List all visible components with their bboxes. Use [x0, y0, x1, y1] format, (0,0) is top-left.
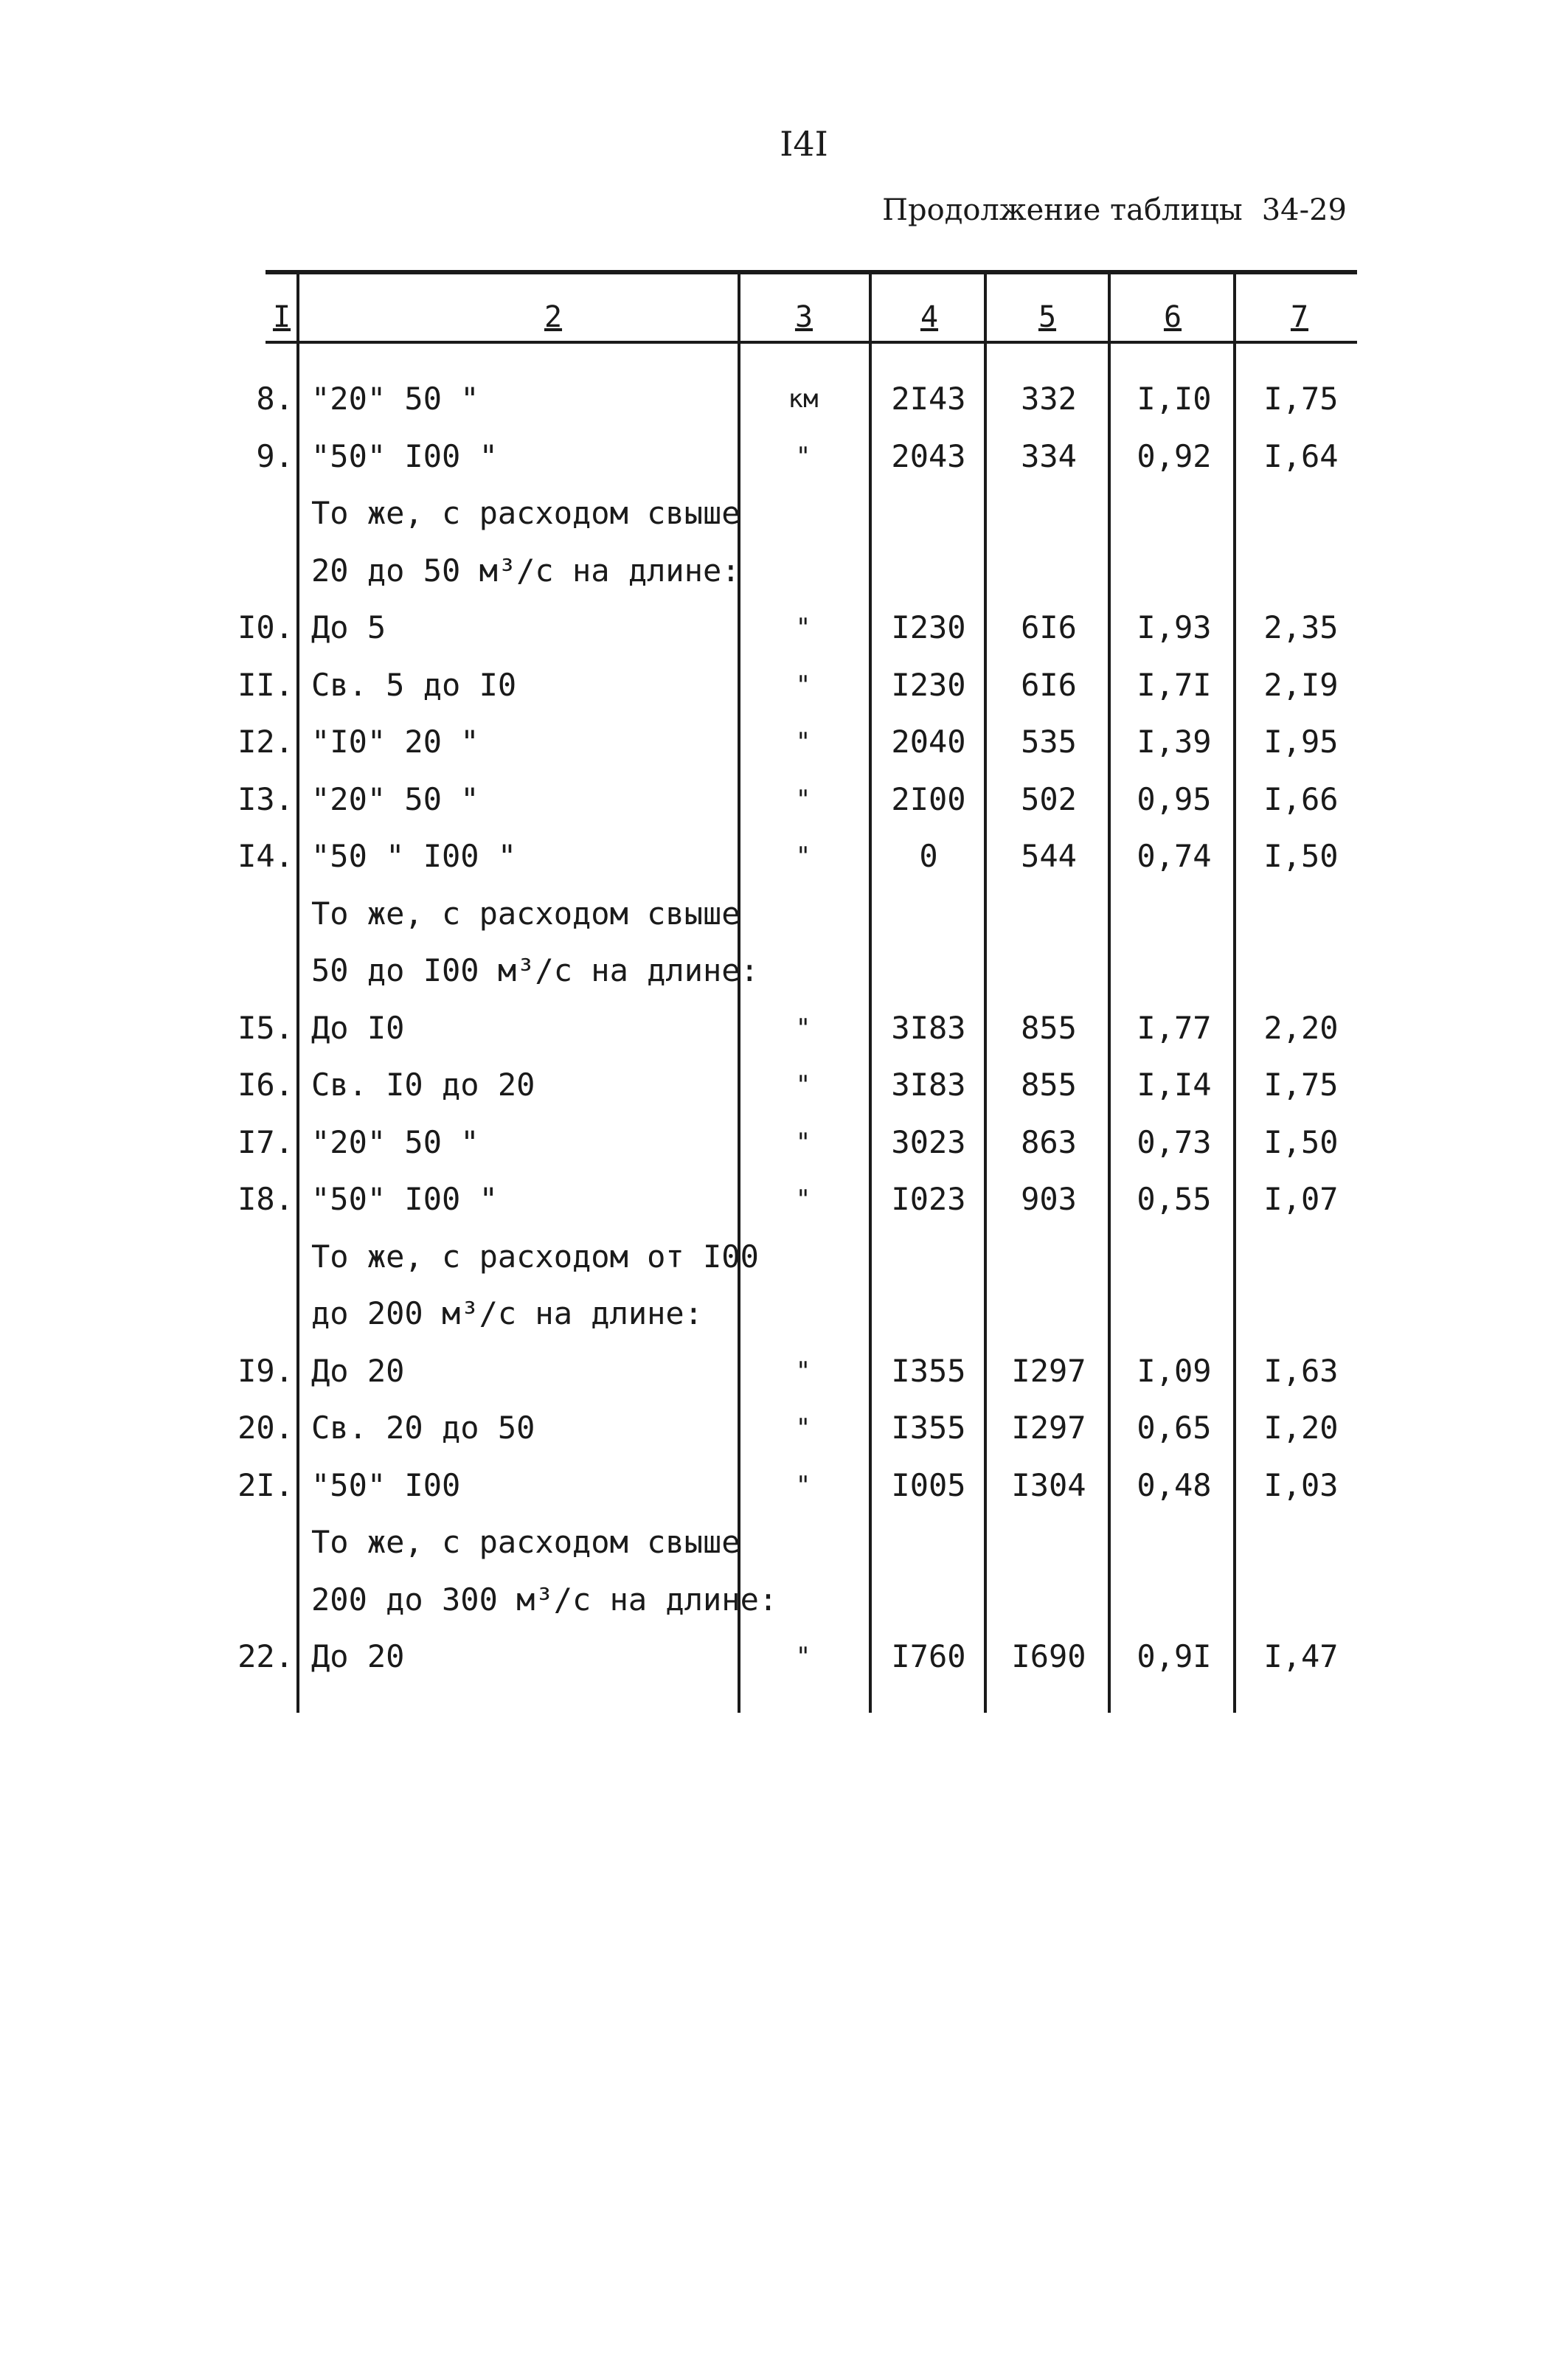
cell-unit: "	[795, 613, 811, 642]
cell-c4	[875, 488, 982, 539]
cell-c5: I304	[1011, 1466, 1086, 1503]
cell-unit: "	[795, 1413, 811, 1443]
cell-c5: I690	[1011, 1638, 1086, 1674]
cell-c7	[1242, 488, 1360, 539]
cell-c4: I005	[891, 1466, 966, 1503]
cell-c5: 6I6	[1021, 666, 1077, 703]
cell-c4: 0	[919, 838, 938, 874]
cell-c7	[1242, 545, 1360, 597]
cell-c7	[1242, 945, 1360, 997]
cell-no: I9.	[237, 1352, 294, 1389]
cell-no: I0.	[237, 609, 294, 645]
cell-c4: 3023	[891, 1123, 966, 1160]
cell-c6: I,I0	[1137, 381, 1212, 417]
cell-c7: I,07	[1263, 1181, 1339, 1217]
cell-c7: I,63	[1263, 1352, 1339, 1389]
cell-c5: 332	[1021, 381, 1077, 417]
cell-no	[235, 1517, 294, 1568]
cell-unit: "	[795, 842, 811, 871]
cell-c4	[875, 1231, 982, 1283]
cell-no: I2.	[237, 724, 294, 760]
cell-name: "50 " I00 "	[311, 838, 517, 874]
cell-no: 2I.	[237, 1466, 294, 1503]
cell-unit: "	[795, 1356, 811, 1386]
cell-name: Св. 20 до 50	[311, 1410, 535, 1446]
cell-c4: I230	[891, 609, 966, 645]
cell-no: I7.	[237, 1123, 294, 1160]
column-divider-3	[869, 274, 872, 1713]
cell-c6: 0,95	[1137, 780, 1212, 817]
cell-c4: 2040	[891, 724, 966, 760]
cell-c6	[1115, 888, 1233, 940]
cell-c5: 544	[1021, 838, 1077, 874]
cell-no: I3.	[237, 780, 294, 817]
cell-c4: 2I43	[891, 381, 966, 417]
cell-name: До 20	[311, 1352, 405, 1389]
cell-unit	[748, 488, 858, 539]
cell-name: "20" 50 "	[311, 1123, 479, 1160]
cell-c6	[1115, 488, 1233, 539]
cell-c4: 2I00	[891, 780, 966, 817]
header-cell-7: 7	[1290, 300, 1309, 334]
cell-no: I6.	[237, 1067, 294, 1103]
cell-c6: I,I4	[1137, 1067, 1212, 1103]
cell-c4	[875, 545, 982, 597]
cell-c5	[990, 1517, 1108, 1568]
cell-c7: I,75	[1263, 381, 1339, 417]
cell-unit: "	[795, 1013, 811, 1043]
cell-c6: I,93	[1137, 609, 1212, 645]
cell-unit	[748, 1231, 858, 1283]
cell-name: До I0	[311, 1009, 405, 1046]
cell-c5: I297	[1011, 1410, 1086, 1446]
cell-c7	[1242, 1231, 1360, 1283]
cell-c5: 6I6	[1021, 609, 1077, 645]
cell-c6: 0,55	[1137, 1181, 1212, 1217]
cell-unit: "	[795, 1070, 811, 1100]
cell-name: "20" 50 "	[311, 780, 479, 817]
cell-unit: "	[795, 1470, 811, 1500]
cell-c7: I,20	[1263, 1410, 1339, 1446]
cell-c5	[990, 888, 1108, 940]
cell-c6: I,39	[1137, 724, 1212, 760]
cell-c5	[990, 1574, 1108, 1626]
cell-c7: 2,20	[1263, 1009, 1339, 1046]
cell-c7: 2,I9	[1263, 666, 1339, 703]
cell-no	[235, 1288, 294, 1340]
cell-c4	[875, 1574, 982, 1626]
cell-name: 20 до 50 м³/с на длине:	[311, 552, 740, 589]
cell-no: I8.	[237, 1181, 294, 1217]
cell-unit: "	[795, 670, 811, 700]
cell-c6: 0,92	[1137, 437, 1212, 474]
cell-c6	[1115, 545, 1233, 597]
cell-c4: I023	[891, 1181, 966, 1217]
cell-name: 200 до 300 м³/с на длине:	[311, 1581, 778, 1618]
cell-no	[235, 1231, 294, 1283]
cell-c6: I,77	[1137, 1009, 1212, 1046]
cell-c6: 0,65	[1137, 1410, 1212, 1446]
cell-c7	[1242, 888, 1360, 940]
cell-c5: 334	[1021, 437, 1077, 474]
cell-c7: I,75	[1263, 1067, 1339, 1103]
cell-c4: 2043	[891, 437, 966, 474]
cell-c5: 855	[1021, 1067, 1077, 1103]
cell-name: До 20	[311, 1638, 405, 1674]
cell-no: 9.	[256, 437, 294, 474]
cell-unit: "	[795, 1642, 811, 1671]
cell-no: I5.	[237, 1009, 294, 1046]
cell-c6	[1115, 945, 1233, 997]
table-caption	[882, 193, 1347, 227]
cell-c5: 863	[1021, 1123, 1077, 1160]
cell-c4: I355	[891, 1410, 966, 1446]
cell-name: "50" I00	[311, 1466, 461, 1503]
cell-name: 50 до I00 м³/с на длине:	[311, 952, 759, 988]
cell-c6	[1115, 1517, 1233, 1568]
cell-no	[235, 945, 294, 997]
cell-c4	[875, 1288, 982, 1340]
cell-c7: I,03	[1263, 1466, 1339, 1503]
cell-unit	[748, 1288, 858, 1340]
cell-c4: I230	[891, 666, 966, 703]
cell-no	[235, 545, 294, 597]
cell-unit: "	[795, 727, 811, 757]
cell-unit	[748, 1574, 858, 1626]
cell-c6: 0,9I	[1137, 1638, 1212, 1674]
header-bottom-rule	[266, 341, 1357, 344]
cell-c7: I,95	[1263, 724, 1339, 760]
cell-name: То же, с расходом от I00	[311, 1238, 759, 1275]
cell-c7: I,50	[1263, 838, 1339, 874]
cell-no: II.	[237, 666, 294, 703]
cell-c6: 0,73	[1137, 1123, 1212, 1160]
header-cell-2: 2	[544, 300, 563, 334]
cell-c4	[875, 1517, 982, 1568]
cell-c5	[990, 1231, 1108, 1283]
cell-no: 8.	[256, 381, 294, 417]
cell-name: "50" I00 "	[311, 437, 498, 474]
cell-name: До 5	[311, 609, 386, 645]
column-divider-4	[984, 274, 987, 1713]
cell-unit	[748, 1517, 858, 1568]
cell-c7: I,47	[1263, 1638, 1339, 1674]
cell-c4	[875, 945, 982, 997]
cell-no: 22.	[237, 1638, 294, 1674]
cell-name: То же, с расходом свыше	[311, 495, 740, 531]
page-number: I4I	[780, 124, 828, 164]
header-cell-5: 5	[1038, 300, 1057, 334]
cell-c5: 535	[1021, 724, 1077, 760]
cell-c6: 0,48	[1137, 1466, 1212, 1503]
header-cell-4: 4	[920, 300, 939, 334]
cell-c7	[1242, 1574, 1360, 1626]
cell-c6: I,09	[1137, 1352, 1212, 1389]
cell-no: I4.	[237, 838, 294, 874]
cell-c4: 3I83	[891, 1009, 966, 1046]
cell-c7: 2,35	[1263, 609, 1339, 645]
cell-c5	[990, 488, 1108, 539]
cell-c4: I355	[891, 1352, 966, 1389]
cell-c5	[990, 545, 1108, 597]
cell-c6: I,7I	[1137, 666, 1212, 703]
header-cell-1: I	[272, 300, 291, 334]
cell-name: "20" 50 "	[311, 381, 479, 417]
cell-name: "50" I00 "	[311, 1181, 498, 1217]
cell-c5: 502	[1021, 780, 1077, 817]
column-divider-6	[1233, 274, 1236, 1713]
cell-unit: км	[788, 384, 819, 414]
cell-unit: "	[795, 1127, 811, 1157]
cell-name: То же, с расходом свыше	[311, 895, 740, 932]
cell-c4	[875, 888, 982, 940]
cell-name: Св. I0 до 20	[311, 1067, 535, 1103]
cell-unit: "	[795, 441, 811, 471]
table-number: 34-29	[1261, 193, 1347, 227]
cell-c5: 903	[1021, 1181, 1077, 1217]
cell-c4: 3I83	[891, 1067, 966, 1103]
cell-unit: "	[795, 1185, 811, 1214]
cell-c5	[990, 945, 1108, 997]
cell-no	[235, 1574, 294, 1626]
cell-c5: 855	[1021, 1009, 1077, 1046]
cell-c7	[1242, 1288, 1360, 1340]
cell-unit	[748, 888, 858, 940]
column-divider-5	[1108, 274, 1111, 1713]
cell-no	[235, 888, 294, 940]
cell-c6	[1115, 1231, 1233, 1283]
cell-no: 20.	[237, 1410, 294, 1446]
column-divider-1	[296, 274, 299, 1713]
cell-c6	[1115, 1288, 1233, 1340]
cell-no	[235, 488, 294, 539]
cell-c4: I760	[891, 1638, 966, 1674]
header-cell-6: 6	[1163, 300, 1182, 334]
cell-name: Св. 5 до I0	[311, 666, 517, 703]
cell-unit	[748, 945, 858, 997]
cell-c7	[1242, 1517, 1360, 1568]
cell-c5: I297	[1011, 1352, 1086, 1389]
cell-name: "I0" 20 "	[311, 724, 479, 760]
cell-c6: 0,74	[1137, 838, 1212, 874]
header-cell-3: 3	[794, 300, 814, 334]
cell-c7: I,64	[1263, 437, 1339, 474]
table-top-rule	[266, 270, 1357, 274]
caption-text: Продолжение таблицы	[882, 193, 1243, 227]
cell-c7: I,50	[1263, 1123, 1339, 1160]
cell-name: То же, с расходом свыше	[311, 1524, 740, 1560]
cell-unit: "	[795, 784, 811, 814]
cell-unit	[748, 545, 858, 597]
cell-c6	[1115, 1574, 1233, 1626]
cell-name: до 200 м³/с на длине:	[311, 1295, 704, 1331]
cell-c7: I,66	[1263, 780, 1339, 817]
cell-c5	[990, 1288, 1108, 1340]
